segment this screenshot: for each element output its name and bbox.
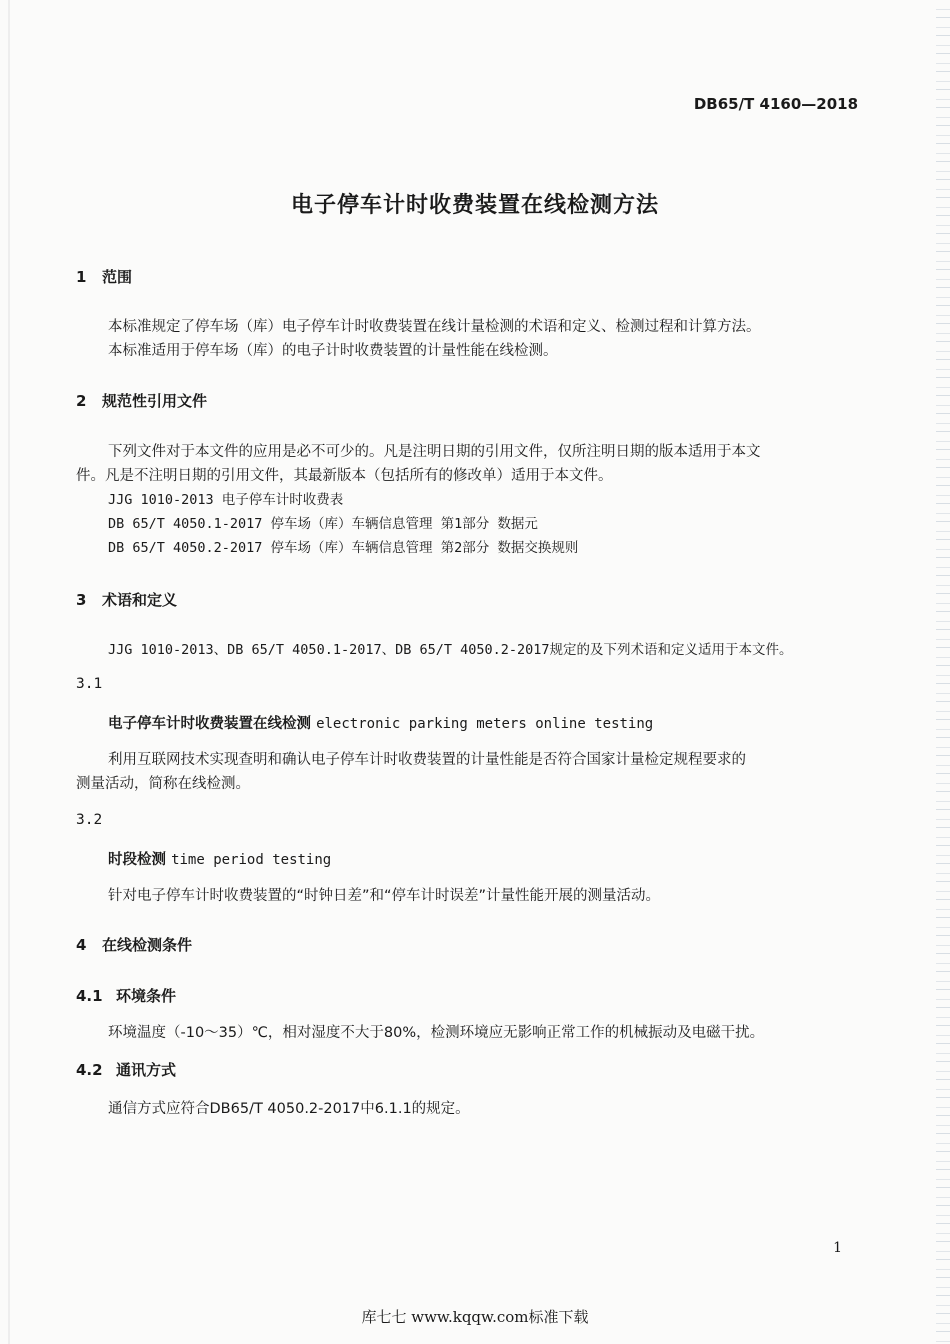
- term-3-2: [108, 848, 331, 869]
- environment-conditions-text: 环境温度（-10～35）℃，相对湿度不大于80%，检测环境应无影响正常工作的机械振动及电磁干扰。: [108, 1025, 765, 1041]
- section-number: 3: [76, 591, 87, 609]
- scope-paragraph-1: 本标准规定了停车场（库）电子停车计时收费装置在线计量检测的术语和定义、检测过程和计算方法。: [108, 319, 761, 335]
- term-zh: 时段检测: [108, 852, 166, 868]
- term-3-1: [108, 712, 653, 733]
- definition-3-1-line-2: 测量活动，简称在线检测。: [76, 776, 250, 792]
- clause-number: 4.2: [76, 1061, 103, 1079]
- page-number: 1: [833, 1240, 842, 1256]
- clause-number: 4.1: [76, 987, 103, 1005]
- clause-number: 3.2: [76, 812, 103, 828]
- definition-3-1-line-1: 利用互联网技术实现查明和确认电子停车计时收费装置的计量性能是否符合国家计量检定规程要求的: [108, 752, 746, 768]
- scope-paragraph-2: 本标准适用于停车场（库）的电子计时收费装置的计量性能在线检测。: [108, 343, 558, 359]
- references-intro-line-1: 下列文件对于本文件的应用是必不可少的。凡是注明日期的引用文件，仅所注明日期的版本适用于本文: [108, 444, 761, 460]
- reference-item: DB 65/T 4050.2-2017 停车场（库）车辆信息管理 第2部分 数据交换规则: [108, 540, 579, 556]
- reference-item: JJG 1010-2013 电子停车计时收费表: [108, 492, 344, 508]
- section-title: 术语和定义: [102, 591, 178, 609]
- clause-title: 环境条件: [116, 987, 177, 1005]
- footer-watermark: 库七七 www.kqqw.com标准下载: [361, 1308, 589, 1326]
- section-2-heading: [76, 390, 207, 411]
- section-3-heading: [76, 589, 177, 610]
- section-number: 4: [76, 936, 87, 954]
- clause-number: 3.1: [76, 676, 103, 692]
- section-title: 规范性引用文件: [102, 392, 208, 410]
- clause-4-1-heading: [76, 985, 176, 1006]
- term-en: time period testing: [171, 852, 332, 868]
- reference-item: DB 65/T 4050.1-2017 停车场（库）车辆信息管理 第1部分 数据元: [108, 516, 538, 532]
- section-1-heading: [76, 266, 132, 287]
- term-en: electronic parking meters online testing: [316, 716, 654, 732]
- clause-title: 通讯方式: [116, 1061, 177, 1079]
- section-number: 2: [76, 392, 87, 410]
- section-number: 1: [76, 268, 87, 286]
- definition-3-2: 针对电子停车计时收费装置的“时钟日差”和“停车计时误差”计量性能开展的测量活动。: [108, 888, 661, 904]
- clause-4-2-heading: [76, 1059, 176, 1080]
- section-title: 范围: [102, 268, 133, 286]
- references-intro-line-2: 件。凡是不注明日期的引用文件，其最新版本（包括所有的修改单）适用于本文件。: [76, 468, 613, 484]
- term-zh: 电子停车计时收费装置在线检测: [108, 716, 311, 732]
- communication-text: 通信方式应符合DB65/T 4050.2-2017中6.1.1的规定。: [108, 1101, 470, 1117]
- document-id: DB65/T 4160—2018: [693, 95, 858, 113]
- section-4-heading: [76, 934, 192, 955]
- page-title: 电子停车计时收费装置在线检测方法: [290, 193, 659, 218]
- terms-intro: JJG 1010-2013、DB 65/T 4050.1-2017、DB 65/T 4050.2-2017规定的及下列术语和定义适用于本文件。: [108, 642, 793, 658]
- section-title: 在线检测条件: [102, 936, 193, 954]
